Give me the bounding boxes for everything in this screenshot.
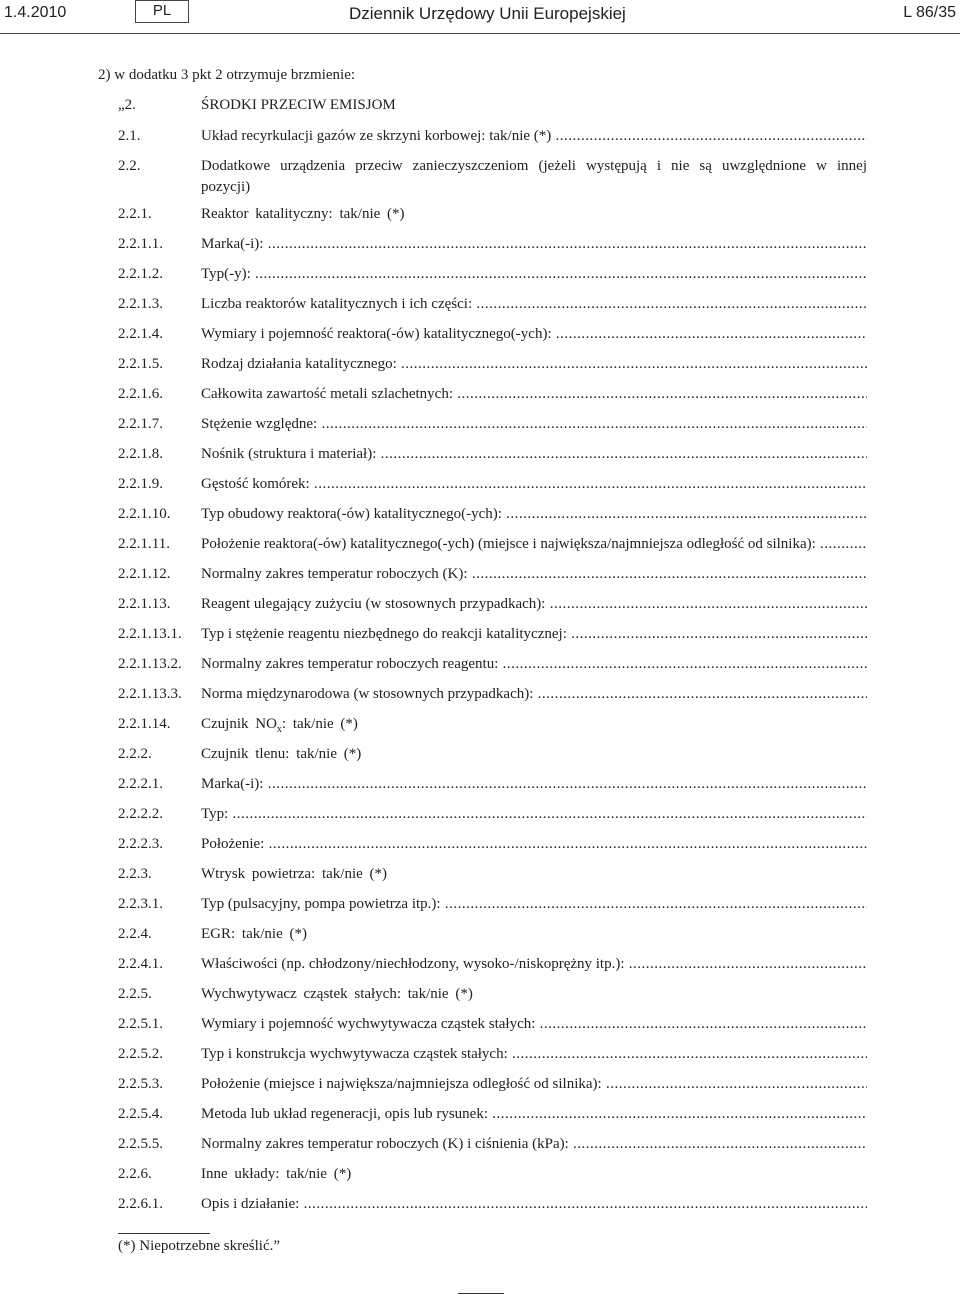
intro-text: 2) w dodatku 3 pkt 2 otrzymuje brzmienie: bbox=[98, 67, 356, 83]
item-number: 2.2.2.1. bbox=[118, 776, 163, 792]
item-text: Nośnik (struktura i materiał): ..... bbox=[201, 444, 867, 465]
item-number: 2.2.3. bbox=[118, 866, 152, 882]
item-number: 2.2.1.13.3. bbox=[118, 686, 182, 702]
item-number: 2.2.5.2. bbox=[118, 1046, 163, 1062]
item-text: Liczba reaktorów katalitycznych i ich części: ..... bbox=[201, 294, 867, 315]
item-number: 2.2.1.7. bbox=[118, 416, 163, 432]
item-text: Marka(-i): ..... bbox=[201, 774, 867, 795]
item-text: Gęstość komórek: ..... bbox=[201, 474, 867, 495]
item-text: Położenie (miejsce i największa/najmniejsza odległość od silnika): ..... bbox=[201, 1074, 867, 1095]
item-number: 2.2.6. bbox=[118, 1166, 152, 1182]
item-text: Typ i stężenie reagentu niezbędnego do reakcji katalitycznej: ..... bbox=[201, 624, 867, 645]
item-text: Marka(-i): ..... bbox=[201, 234, 867, 255]
item-text: Wymiary i pojemność wychwytywacza cząstek stałych: ..... bbox=[201, 1014, 867, 1035]
item-number: 2.2.1.2. bbox=[118, 266, 163, 282]
item-number: 2.2.1.5. bbox=[118, 356, 163, 372]
item-number: 2.2.3.1. bbox=[118, 896, 163, 912]
item-text: Typ(-y): ..... bbox=[201, 264, 867, 285]
item-text: Opis i działanie: ..... bbox=[201, 1194, 867, 1215]
item-text: Metoda lub układ regeneracji, opis lub rysunek: ..... bbox=[201, 1104, 867, 1125]
item-number: 2.2.2. bbox=[118, 746, 152, 762]
item-text: Typ: ..... bbox=[201, 804, 867, 825]
item-number: 2.2.2.2. bbox=[118, 806, 163, 822]
item-number: 2.2.1.6. bbox=[118, 386, 163, 402]
item-text: Całkowita zawartość metali szlachetnych: ..... bbox=[201, 384, 867, 405]
item-text: Norma międzynarodowa (w stosownych przypadkach): ..... bbox=[201, 684, 867, 705]
item-number: 2.2. bbox=[118, 158, 141, 174]
item-text: Czujnik $NO_x$: tak/nie (*) bbox=[201, 716, 358, 735]
item-text: Położenie reaktora(-ów) katalitycznego(-ych) (miejsce i największa/najmniejsza odległość od silnika): ..... bbox=[201, 534, 867, 555]
item-number: 2.2.1.13.1. bbox=[118, 626, 182, 642]
section-heading bbox=[0, 97, 960, 117]
item-number: 2.2.1.10. bbox=[118, 506, 171, 522]
item-text: Wymiary i pojemność reaktora(-ów) katalitycznego(-ych): ..... bbox=[201, 324, 867, 345]
item-text: Wtrysk powietrza: tak/nie (*) bbox=[201, 866, 388, 882]
item-text: Czujnik tlenu: tak/nie (*) bbox=[201, 746, 362, 762]
item-text: Rodzaj działania katalitycznego: ..... bbox=[201, 354, 867, 375]
item-text: Właściwości (np. chłodzony/niechłodzony, wysoko-/niskoprężny itp.): ..... bbox=[201, 954, 867, 975]
footnote-separator bbox=[118, 1233, 210, 1234]
footnote: (*) Niepotrzebne skreślić.” bbox=[118, 1238, 281, 1254]
item-number: 2.2.1.12. bbox=[118, 566, 171, 582]
item-number: 2.1. bbox=[118, 128, 141, 144]
section-title: ŚRODKI PRZECIW EMISJOM bbox=[201, 97, 396, 113]
item-text: Układ recyrkulacji gazów ze skrzyni korbowej: tak/nie (*) ..... bbox=[201, 126, 867, 147]
journal-title: Dziennik Urzędowy Unii Europejskiej bbox=[349, 4, 626, 23]
item-number: 2.2.5.3. bbox=[118, 1076, 163, 1092]
page-header bbox=[0, 0, 960, 34]
item-number: 2.2.1.1. bbox=[118, 236, 163, 252]
item-number: 2.2.1.13.2. bbox=[118, 656, 182, 672]
item-number: 2.2.5. bbox=[118, 986, 152, 1002]
item-text: Dodatkowe urządzenia przeciw zanieczyszczeniom (jeżeli występują i nie są uwzględnione w innej pozycji) bbox=[201, 158, 867, 195]
item-number: 2.2.1.9. bbox=[118, 476, 163, 492]
item-number: 2.2.1.8. bbox=[118, 446, 163, 462]
publication-date: 1.4.2010 bbox=[4, 4, 67, 21]
item-number: 2.2.1. bbox=[118, 206, 152, 222]
item-text: Typ obudowy reaktora(-ów) katalitycznego(-ych): ..... bbox=[201, 504, 867, 525]
item-text: EGR: tak/nie (*) bbox=[201, 926, 307, 942]
item-number: 2.2.4. bbox=[118, 926, 152, 942]
item-text: Normalny zakres temperatur roboczych reagentu: ..... bbox=[201, 654, 867, 675]
item-number: 2.2.5.1. bbox=[118, 1016, 163, 1032]
item-text: Reaktor katalityczny: tak/nie (*) bbox=[201, 206, 405, 222]
item-number: 2.2.5.4. bbox=[118, 1106, 163, 1122]
item-text: Stężenie względne: ..... bbox=[201, 414, 867, 435]
page-end-rule bbox=[458, 1293, 504, 1294]
item-text: Położenie: ..... bbox=[201, 834, 867, 855]
item-text: Inne układy: tak/nie (*) bbox=[201, 1166, 352, 1182]
item-number: 2.2.4.1. bbox=[118, 956, 163, 972]
item-text: Normalny zakres temperatur roboczych (K) i ciśnienia (kPa): ..... bbox=[201, 1134, 867, 1155]
item-text: Wychwytywacz cząstek stałych: tak/nie (*) bbox=[201, 986, 473, 1002]
item-number: 2.2.1.14. bbox=[118, 716, 171, 732]
item-text: Typ i konstrukcja wychwytywacza cząstek stałych: ..... bbox=[201, 1044, 867, 1065]
item-text: Normalny zakres temperatur roboczych (K): ..... bbox=[201, 564, 867, 585]
item-number: 2.2.2.3. bbox=[118, 836, 163, 852]
item-number: 2.2.1.11. bbox=[118, 536, 170, 552]
item-number: 2.2.6.1. bbox=[118, 1196, 163, 1212]
item-text: Reagent ulegający zużyciu (w stosownych przypadkach): ..... bbox=[201, 594, 867, 615]
item-number: 2.2.1.3. bbox=[118, 296, 163, 312]
item-number: 2.2.5.5. bbox=[118, 1136, 163, 1152]
item-number: 2.2.1.4. bbox=[118, 326, 163, 342]
section-number: „2. bbox=[118, 97, 136, 113]
language-badge: PL bbox=[135, 0, 189, 23]
page-reference: L 86/35 bbox=[903, 4, 956, 21]
item-number: 2.2.1.13. bbox=[118, 596, 171, 612]
item-text: Typ (pulsacyjny, pompa powietrza itp.): ..... bbox=[201, 894, 867, 915]
